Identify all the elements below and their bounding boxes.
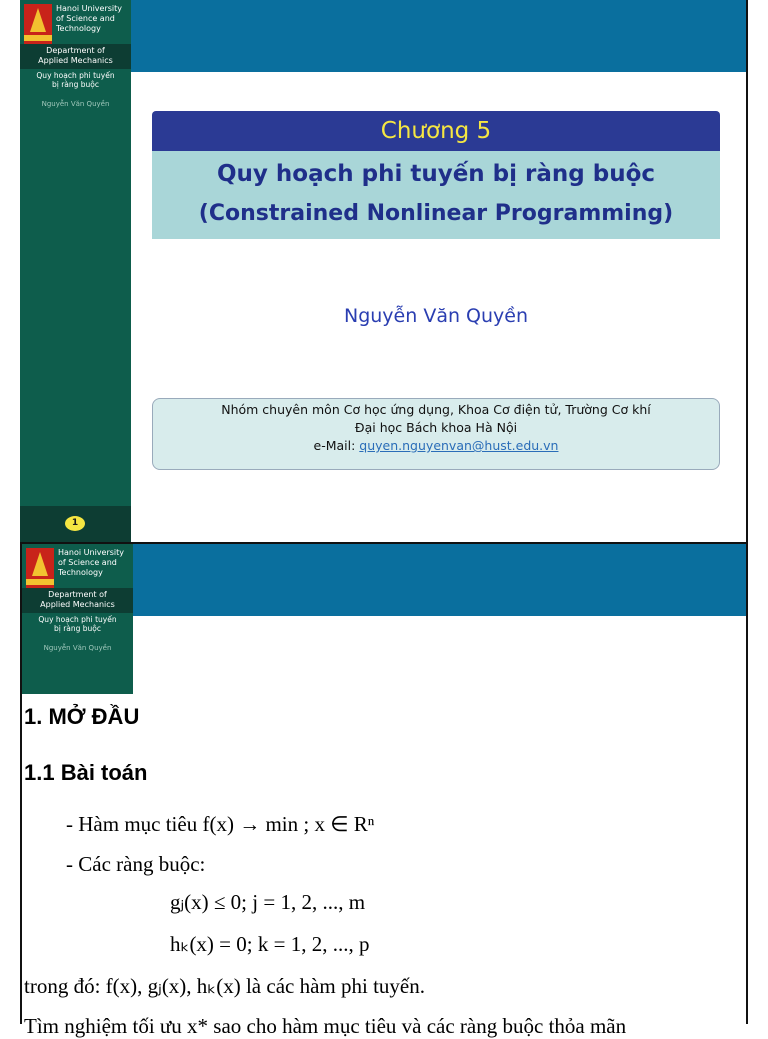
flame-icon (30, 8, 46, 32)
subsection-heading: 1.1 Bài toán (24, 760, 148, 785)
email-link[interactable]: quyen.nguyenvan@hust.edu.vn (359, 438, 559, 453)
university-logo (24, 4, 52, 44)
flame-icon (32, 552, 48, 576)
page-number-badge: 1 (65, 516, 85, 531)
author-name: Nguyễn Văn Quyền (343, 305, 529, 327)
email-line: e-Mail: quyen.nguyenvan@hust.edu.vn (313, 438, 559, 453)
slide-2 (20, 542, 748, 1038)
equality-constraint: hₖ(x) = 0; k = 1, 2, ..., p (170, 932, 370, 956)
slide-1 (20, 0, 748, 542)
objective-line: - Hàm mục tiêu f(x) → min ; x ∈ Rⁿ (66, 812, 375, 836)
affiliation-line-1: Nhóm chuyên môn Cơ học ứng dụng, Khoa Cơ điện tử, Trường Cơ khí (221, 402, 651, 417)
university-logo (26, 548, 54, 588)
course-title: Quy hoạch phi tuyến bị ràng buộc (38, 615, 117, 633)
affiliation-line-2: Đại học Bách khoa Hà Nội (354, 420, 518, 435)
header-bar (133, 544, 746, 616)
title-english: (Constrained Nonlinear Programming) (198, 201, 674, 226)
course-title: Quy hoạch phi tuyến bị ràng buộc (36, 71, 115, 89)
find-line: Tìm nghiệm tối ưu x* sao cho hàm mục tiêu và các ràng buộc thỏa mãn (24, 1014, 627, 1038)
sidebar-author: Nguyễn Văn Quyền (41, 100, 110, 108)
sidebar (20, 0, 131, 542)
title-block (152, 151, 720, 239)
department-name: Department of Applied Mechanics (22, 588, 133, 613)
department-name: Department of Applied Mechanics (20, 44, 131, 69)
chapter-label: Chương 5 (152, 111, 720, 151)
header-bar (131, 0, 746, 72)
sidebar-footer (20, 506, 131, 542)
section-heading: 1. MỞ ĐẦU (24, 704, 140, 729)
inequality-constraint: gⱼ(x) ≤ 0; j = 1, 2, ..., m (170, 890, 366, 914)
university-name: Hanoi University of Science and Technology (58, 548, 125, 577)
sidebar-author: Nguyễn Văn Quyền (43, 644, 112, 652)
university-name: Hanoi University of Science and Technology (56, 4, 123, 33)
title-vietnamese: Quy hoạch phi tuyến bị ràng buộc (216, 161, 656, 187)
affiliation-box (152, 398, 720, 470)
constraints-label: - Các ràng buộc: (66, 852, 206, 876)
sidebar (22, 544, 133, 694)
where-line: trong đó: f(x), gⱼ(x), hₖ(x) là các hàm phi tuyến. (24, 974, 425, 998)
